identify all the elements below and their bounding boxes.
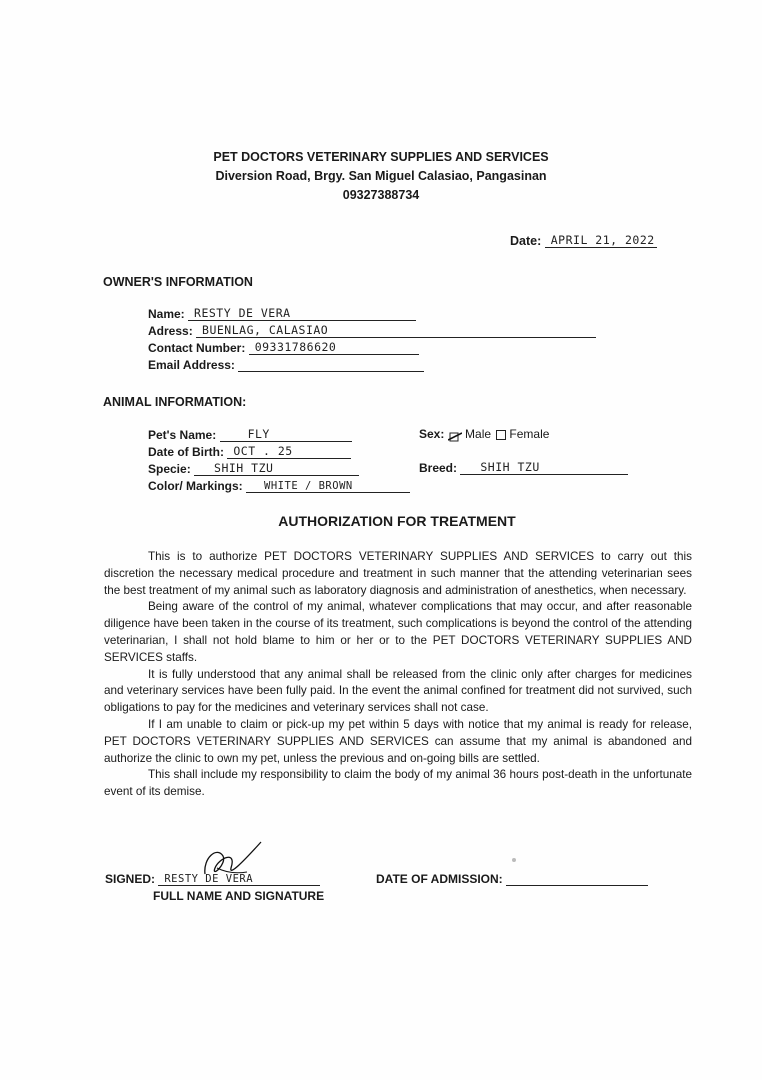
date-label: Date: xyxy=(510,234,542,248)
dob-value: OCT . 25 xyxy=(233,444,293,458)
breed-field xyxy=(419,461,628,475)
color-label: Color/ Markings: xyxy=(148,479,243,493)
date-row xyxy=(510,234,657,248)
paragraph-1: This is to authorize PET DOCTORS VETERINARY SUPPLIES AND SERVICES to carry out this discretion the necessary medical procedure and treatment in such manner that the attending veterinarian sees the best treatment of my animal such as laboratory diagnosis and administration of anesthetics, when necessary. xyxy=(104,550,692,597)
breed-label: Breed: xyxy=(419,461,458,475)
admission-label: DATE OF ADMISSION: xyxy=(376,872,503,886)
owner-contact-field xyxy=(148,341,419,355)
owner-contact-value: 09331786620 xyxy=(254,340,337,354)
company-address: Diversion Road, Brgy. San Miguel Calasiao, Pangasinan xyxy=(215,169,547,183)
sex-label: Sex: xyxy=(419,427,445,441)
animal-heading: ANIMAL INFORMATION: xyxy=(103,395,247,409)
signed-field xyxy=(105,872,320,886)
dob-label: Date of Birth: xyxy=(148,445,224,459)
scan-speck xyxy=(512,858,516,862)
signed-value: RESTY DE VERA xyxy=(164,873,254,885)
specie-field xyxy=(148,462,359,476)
pet-name-field xyxy=(148,428,352,442)
color-line xyxy=(246,479,410,493)
owner-contact-label: Contact Number: xyxy=(148,341,246,355)
dob-field xyxy=(148,445,351,459)
admission-field xyxy=(376,872,648,886)
color-field xyxy=(148,479,410,493)
sex-field xyxy=(419,427,549,441)
authorization-body xyxy=(104,549,692,801)
breed-line xyxy=(460,461,628,475)
specie-label: Specie: xyxy=(148,462,191,476)
owner-address-field xyxy=(148,324,596,338)
specie-line xyxy=(194,462,359,476)
owner-address-label: Adress: xyxy=(148,324,193,338)
paragraph-2: Being aware of the control of my animal, whatever complications that may occur, and after reasonable diligence have been taken in the course of its treatment, such complications is beyond the control of the attending veterinarian, I shall not hold blame to him or her or to the PET DOCTORS VETERINARY SUPPLIES AND SERVICES staffs. xyxy=(104,600,692,664)
pet-name-value: FLY xyxy=(247,427,270,441)
sex-female-label: Female xyxy=(509,427,550,441)
dob-line xyxy=(227,445,351,459)
paragraph-5: This shall include my responsibility to claim the body of my animal 36 hours post-death in the unfortunate event of its demise. xyxy=(104,768,692,799)
company-phone: 09327388734 xyxy=(342,188,420,202)
specie-value: SHIH TZU xyxy=(214,461,274,475)
pet-name-label: Pet's Name: xyxy=(148,428,217,442)
owner-email-line xyxy=(238,358,424,372)
owner-address-line xyxy=(196,324,596,338)
admission-line xyxy=(506,872,648,886)
breed-value: SHIH TZU xyxy=(480,460,540,474)
owner-name-line xyxy=(188,307,416,321)
owner-name-field xyxy=(148,307,416,321)
owner-address-value: BUENLAG, CALASIAO xyxy=(202,323,329,337)
color-value: WHITE / BROWN xyxy=(264,480,353,492)
owner-contact-line xyxy=(249,341,419,355)
female-checkbox-icon xyxy=(496,430,506,440)
paragraph-4: If I am unable to claim or pick-up my pet within 5 days with notice that my animal is ready for release, PET DOCTORS VETERINARY SUPPLIES AND SERVICES can assume that my animal is abandoned and authorize the clinic to own my pet, unless the previous and on-going bills are settled. xyxy=(104,717,692,765)
signed-label: SIGNED: xyxy=(105,872,156,886)
authorization-title: AUTHORIZATION FOR TREATMENT xyxy=(278,513,516,529)
owner-name-label: Name: xyxy=(148,307,185,321)
paragraph-3: It is fully understood that any animal shall be released from the clinic only after charges for medicines and veterinary services have been fully paid. In the event the animal confined for treatment did not survived, such obligations to pay for the medicines and veterinary services shall not case. xyxy=(104,667,692,715)
male-checked-icon xyxy=(448,431,462,439)
signed-line xyxy=(158,872,320,886)
company-name: PET DOCTORS VETERINARY SUPPLIES AND SERVICES xyxy=(213,150,549,164)
date-line xyxy=(545,234,657,248)
pet-name-line xyxy=(220,428,352,442)
owner-email-field xyxy=(148,358,424,372)
owner-heading: OWNER'S INFORMATION xyxy=(103,275,253,289)
full-name-label: FULL NAME AND SIGNATURE xyxy=(153,889,325,903)
date-value: APRIL 21, 2022 xyxy=(550,233,655,247)
letterhead xyxy=(0,148,762,205)
owner-email-label: Email Address: xyxy=(148,358,235,372)
owner-name-value: RESTY DE VERA xyxy=(194,306,291,320)
sex-male-label: Male xyxy=(465,427,492,441)
